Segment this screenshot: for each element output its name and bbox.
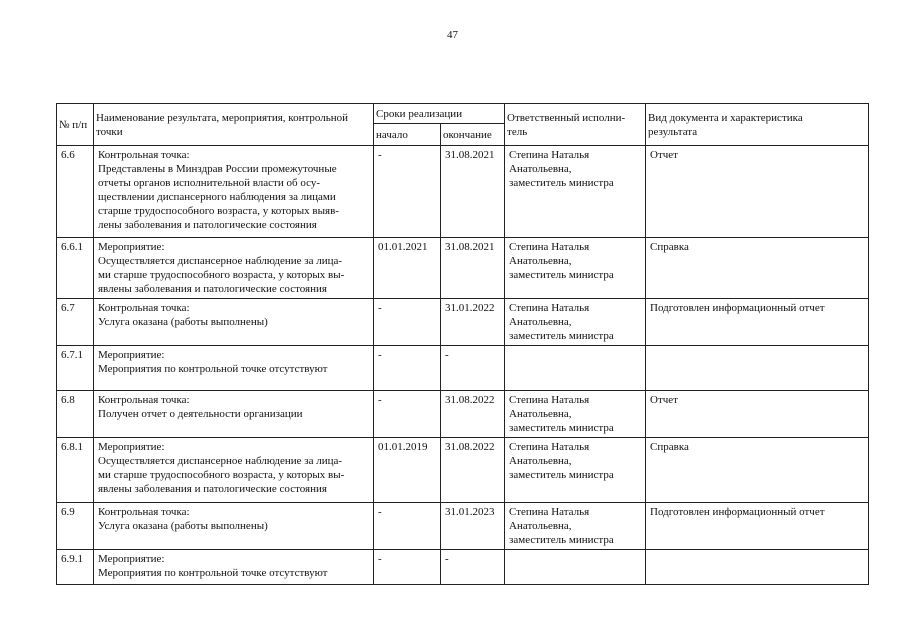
row-start: - [374,550,441,585]
row-name: Контрольная точка: Услуга оказана (работы выполнены) [94,503,374,550]
row-responsible [505,550,646,585]
row-responsible: Степина Наталья Анатольевна, заместитель министра [505,299,646,346]
row-num: 6.6.1 [57,238,94,299]
row-doc: Подготовлен информационный отчет [646,299,869,346]
header-start: начало [374,124,441,146]
row-name: Мероприятие: Мероприятия по контрольной точке отсутствуют [94,346,374,391]
row-num: 6.6 [57,146,94,238]
row-start: - [374,146,441,238]
row-name: Мероприятие: Мероприятия по контрольной точке отсутствуют [94,550,374,585]
table-row [57,346,869,391]
row-end: 31.08.2022 [441,391,505,438]
header-doc-type: Вид документа и характеристика результата [646,104,869,146]
row-num: 6.9 [57,503,94,550]
row-responsible: Степина Наталья Анатольевна, заместитель министра [505,391,646,438]
row-num: 6.8 [57,391,94,438]
row-doc [646,550,869,585]
row-responsible: Степина Наталья Анатольевна, заместитель министра [505,146,646,238]
row-start: - [374,346,441,391]
row-doc: Справка [646,238,869,299]
table-row [57,503,869,550]
table-row [57,299,869,346]
table-row [57,550,869,585]
row-end: 31.01.2022 [441,299,505,346]
row-start: - [374,503,441,550]
row-name: Контрольная точка: Представлены в Минздрав России промежуточные отчеты органов исполнительной власти об осу- ществлении диспансерного наблюдения за лицами старше трудоспособного возраста, у которых выяв- лены заболевания и патологические состояния [94,146,374,238]
row-end: - [441,550,505,585]
row-doc: Подготовлен информационный отчет [646,503,869,550]
page-number: 47 [447,29,458,41]
row-doc: Справка [646,438,869,503]
header-terms: Сроки реализации [374,104,505,124]
row-end: - [441,346,505,391]
table-row [57,438,869,503]
row-responsible: Степина Наталья Анатольевна, заместитель министра [505,238,646,299]
table-body [57,146,869,585]
plan-table [56,103,869,585]
table-row [57,146,869,238]
row-name: Мероприятие: Осуществляется диспансерное наблюдение за лица- ми старше трудоспособного возраста, у которых вы- явлены заболевания и патологические состояния [94,238,374,299]
row-responsible [505,346,646,391]
row-num: 6.7.1 [57,346,94,391]
header-responsible: Ответственный исполни- тель [505,104,646,146]
row-num: 6.9.1 [57,550,94,585]
row-responsible: Степина Наталья Анатольевна, заместитель министра [505,503,646,550]
row-doc: Отчет [646,146,869,238]
row-start: 01.01.2021 [374,238,441,299]
row-end: 31.08.2021 [441,146,505,238]
row-doc [646,346,869,391]
table-row [57,238,869,299]
header-end: окончание [441,124,505,146]
row-responsible: Степина Наталья Анатольевна, заместитель министра [505,438,646,503]
row-start: - [374,299,441,346]
table-row [57,391,869,438]
row-name: Мероприятие: Осуществляется диспансерное наблюдение за лица- ми старше трудоспособного возраста, у которых вы- явлены заболевания и патологические состояния [94,438,374,503]
row-name: Контрольная точка: Услуга оказана (работы выполнены) [94,299,374,346]
row-doc: Отчет [646,391,869,438]
row-start: 01.01.2019 [374,438,441,503]
row-num: 6.7 [57,299,94,346]
header-name: Наименование результата, мероприятия, контрольной точки [94,104,374,146]
row-end: 31.08.2022 [441,438,505,503]
header-num: № п/п [57,104,94,146]
row-start: - [374,391,441,438]
row-name: Контрольная точка: Получен отчет о деятельности организации [94,391,374,438]
row-end: 31.01.2023 [441,503,505,550]
row-end: 31.08.2021 [441,238,505,299]
table-header [57,104,869,146]
row-num: 6.8.1 [57,438,94,503]
